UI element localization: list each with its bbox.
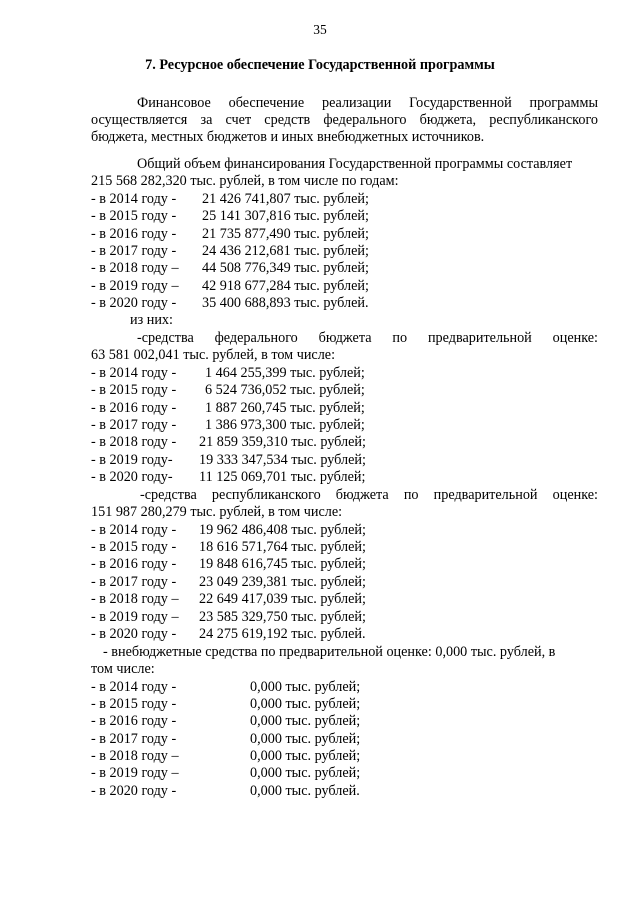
year-label: - в 2017 году - xyxy=(91,417,177,433)
year-label: - в 2014 году - xyxy=(91,191,177,207)
year-label: - в 2018 году – xyxy=(91,748,179,764)
total-intro-line: Общий объем финансирования Государственной программы составляет xyxy=(137,156,573,172)
year-label: - в 2017 году - xyxy=(91,731,177,747)
year-value: 6 524 736,052 тыс. рублей; xyxy=(205,382,365,398)
year-label: - в 2014 году - xyxy=(91,522,177,538)
year-label: - в 2020 году - xyxy=(91,626,177,642)
year-value: 21 859 359,310 тыс. рублей; xyxy=(199,434,366,450)
republican-intro-line: -средства республиканского бюджета по предварительной оценке: xyxy=(140,487,598,503)
year-label: - в 2018 году - xyxy=(91,434,177,450)
year-value: 0,000 тыс. рублей; xyxy=(250,748,361,764)
year-label: - в 2019 году – xyxy=(91,765,179,781)
year-label: - в 2016 году - xyxy=(91,556,177,572)
year-value: 1 887 260,745 тыс. рублей; xyxy=(205,400,365,416)
extrabudgetary-subline: том числе: xyxy=(91,661,155,677)
year-value: 25 141 307,816 тыс. рублей; xyxy=(202,208,369,224)
section-heading: 7. Ресурсное обеспечение Государственной программы xyxy=(145,57,495,73)
year-value: 0,000 тыс. рублей; xyxy=(250,765,361,781)
year-label: - в 2019 году- xyxy=(91,452,173,468)
republican-amount-line: 151 987 280,279 тыс. рублей, в том числе: xyxy=(91,504,343,520)
year-label: - в 2019 году – xyxy=(91,278,179,294)
page-number: 35 xyxy=(313,22,327,37)
year-value: 1 386 973,300 тыс. рублей; xyxy=(205,417,365,433)
year-value: 0,000 тыс. рублей; xyxy=(250,713,361,729)
extrabudgetary-intro-line: - внебюджетные средства по предварительной оценке: 0,000 тыс. рублей, в xyxy=(103,644,556,660)
year-value: 0,000 тыс. рублей; xyxy=(250,696,361,712)
year-value: 19 962 486,408 тыс. рублей; xyxy=(199,522,366,538)
year-label: - в 2020 году - xyxy=(91,295,177,311)
year-label: - в 2016 году - xyxy=(91,400,177,416)
year-label: - в 2014 году - xyxy=(91,679,177,695)
year-value: 23 049 239,381 тыс. рублей; xyxy=(199,574,366,590)
year-value: 24 436 212,681 тыс. рублей; xyxy=(202,243,369,259)
year-label: - в 2018 году – xyxy=(91,591,179,607)
year-label: - в 2017 году - xyxy=(91,243,177,259)
year-label: - в 2015 году - xyxy=(91,208,177,224)
year-value: 19 333 347,534 тыс. рублей; xyxy=(199,452,366,468)
year-value: 21 735 877,490 тыс. рублей; xyxy=(202,226,369,242)
year-label: - в 2015 году - xyxy=(91,696,177,712)
year-value: 24 275 619,192 тыс. рублей. xyxy=(199,626,366,642)
year-value: 11 125 069,701 тыс. рублей; xyxy=(199,469,366,485)
intro-text: Финансовое обеспечение реализации Государственной программы осуществляется за счет средств федерального бюджета, республиканского бюджета, местных бюджетов и иных внебюджетных источников. xyxy=(91,95,598,146)
year-label: - в 2016 году - xyxy=(91,226,177,242)
year-value: 42 918 677,284 тыс. рублей; xyxy=(202,278,369,294)
year-label: - в 2014 году - xyxy=(91,365,177,381)
year-value: 23 585 329,750 тыс. рублей; xyxy=(199,609,366,625)
year-value: 22 649 417,039 тыс. рублей; xyxy=(199,591,366,607)
federal-intro-line: -средства федерального бюджета по предварительной оценке: xyxy=(137,330,598,346)
intro-paragraph xyxy=(91,95,598,147)
year-value: 0,000 тыс. рублей; xyxy=(250,731,361,747)
year-label: - в 2016 году - xyxy=(91,713,177,729)
year-label: - в 2020 году - xyxy=(91,783,177,799)
year-value: 21 426 741,807 тыс. рублей; xyxy=(202,191,369,207)
year-value: 35 400 688,893 тыс. рублей. xyxy=(202,295,369,311)
year-label: - в 2015 году - xyxy=(91,382,177,398)
year-value: 1 464 255,399 тыс. рублей; xyxy=(205,365,365,381)
year-label: - в 2017 году - xyxy=(91,574,177,590)
year-value: 44 508 776,349 тыс. рублей; xyxy=(202,260,369,276)
year-value: 18 616 571,764 тыс. рублей; xyxy=(199,539,366,555)
federal-amount-line: 63 581 002,041 тыс. рублей, в том числе: xyxy=(91,347,336,363)
total-amount-line: 215 568 282,320 тыс. рублей, в том числе по годам: xyxy=(91,173,399,189)
of-which-label: из них: xyxy=(130,312,173,328)
year-value: 0,000 тыс. рублей; xyxy=(250,679,361,695)
year-label: - в 2015 году - xyxy=(91,539,177,555)
year-label: - в 2020 году- xyxy=(91,469,173,485)
year-label: - в 2018 году – xyxy=(91,260,179,276)
year-value: 0,000 тыс. рублей. xyxy=(250,783,360,799)
year-value: 19 848 616,745 тыс. рублей; xyxy=(199,556,366,572)
year-label: - в 2019 году – xyxy=(91,609,179,625)
